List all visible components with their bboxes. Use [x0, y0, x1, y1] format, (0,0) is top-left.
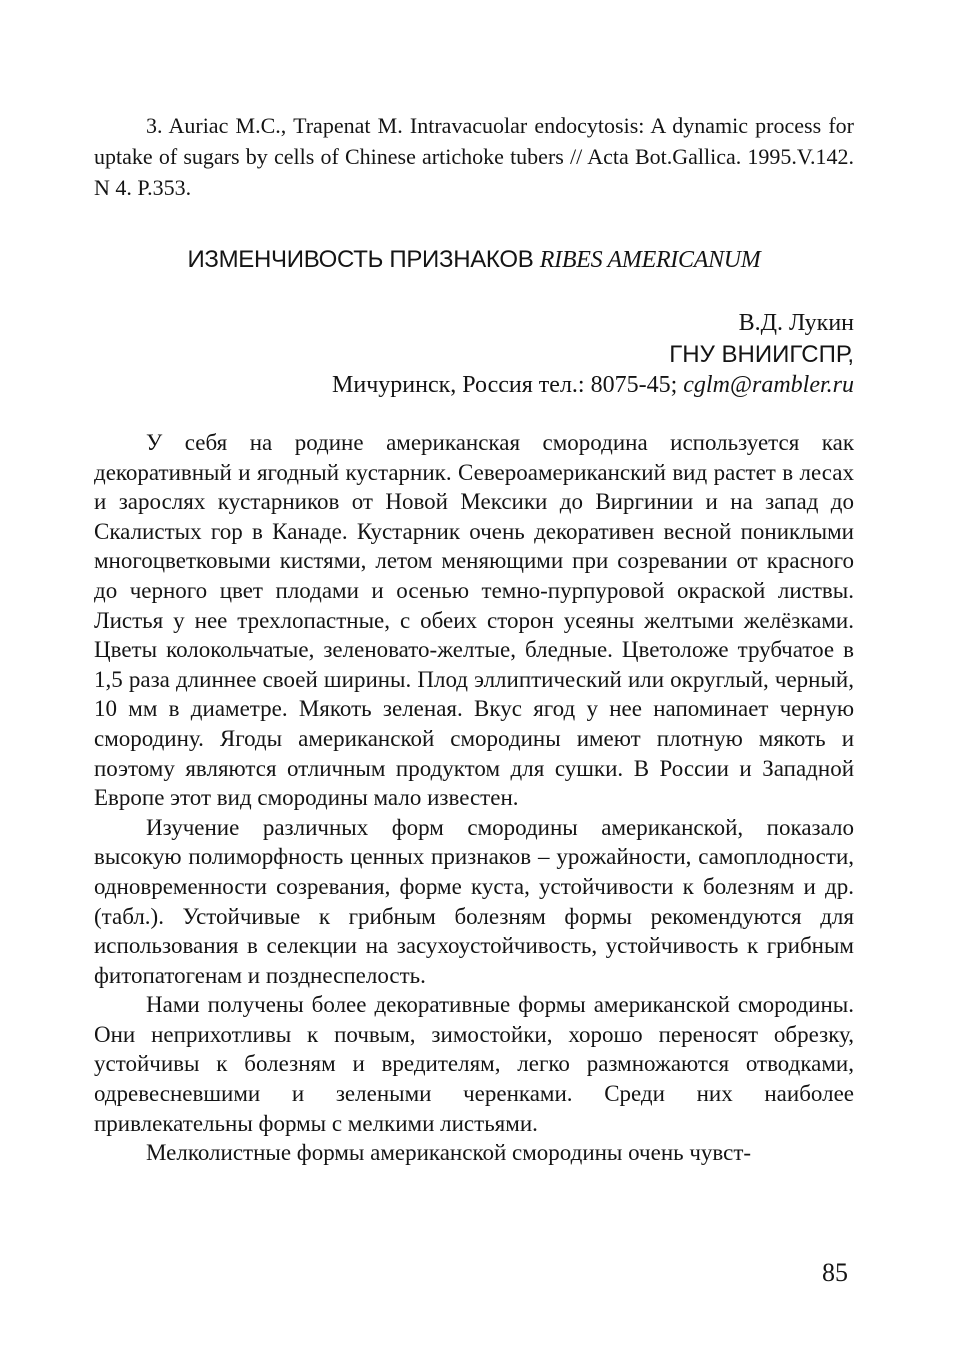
paragraph: У себя на родине американская смородина используется как декоративный и ягодный кустарник. Североамериканский вид растет в лесах и зарослях кустарников от Новой Мексики до Виргинии и на запад до Скалистых гор в Канаде. Кустарник очень декоративен весной пониклыми многоцветковыми кистями, летом меняющими при созревании от красного до черного цвет плодами и осенью темно-пурпуровой окраской листвы. Листья у нее трехлопастные, с обеих сторон усеяны желтыми желёзками. Цветы колокольчатые, зеленовато-желтые, бледные. Цветоложе трубчатое в 1,5 раза длиннее своей ширины. Плод эллиптический или округлый, черный, 10 мм в диаметре. Мякоть зеленая. Вкус ягод у нее напоминает черную смородину. Ягоды американской смородины имеют плотную мякоть и поэтому являются отличным продуктом для сушки. В России и Западной Европе этот вид смородины мало известен.: [94, 430, 854, 811]
author-name: В.Д. Лукин: [738, 310, 854, 336]
title-latin-name: RIBES AMERICANUM: [539, 247, 761, 273]
reference-entry: 3. Auriac M.C., Trapenat M. Intravacuolar endocytosis: A dynamic process for uptake of sugars by cells of Chinese artichoke tubers // Acta Bot.Gallica. 1995.V.142. N 4. P.353.: [94, 113, 854, 200]
paragraph: Мелколистные формы американской смородины очень чувст-: [146, 1140, 752, 1166]
author-location-phone: Мичуринск, Россия тел.: 8075-45;: [332, 372, 678, 398]
page-number: 85: [822, 1258, 848, 1287]
author-email: cglm@rambler.ru: [683, 372, 854, 398]
author-contact: [332, 370, 854, 401]
article-title: [94, 246, 854, 274]
title-prefix: ИЗМЕНЧИВОСТЬ ПРИЗНАКОВ: [187, 246, 534, 273]
article-body: [94, 428, 854, 1168]
author-organization: ГНУ ВНИИГСПР,: [669, 341, 854, 368]
paragraph: Нами получены более декоративные формы американской смородины. Они неприхотливы к почвым, зимостойки, хорошо переносят обрезку, устойчивы к болезням и вредителям, легко размножаются отводками, одревесневшими и зелеными черенками. Среди них наиболее привлекательны формы с мелкими листьями.: [94, 992, 854, 1136]
author-block: [332, 308, 854, 401]
paragraph: Изучение различных форм смородины американской, показало высокую полиморфность ценных признаков – урожайности, самоплодности, одновременности созревания, форме куста, устойчивости к болезням и др. (табл.). Устойчивые к грибным болезням формы рекомендуются для использования в селекции на засухоустойчивость, устойчивость к грибным фитопатогенам и позднеспелость.: [94, 814, 854, 988]
